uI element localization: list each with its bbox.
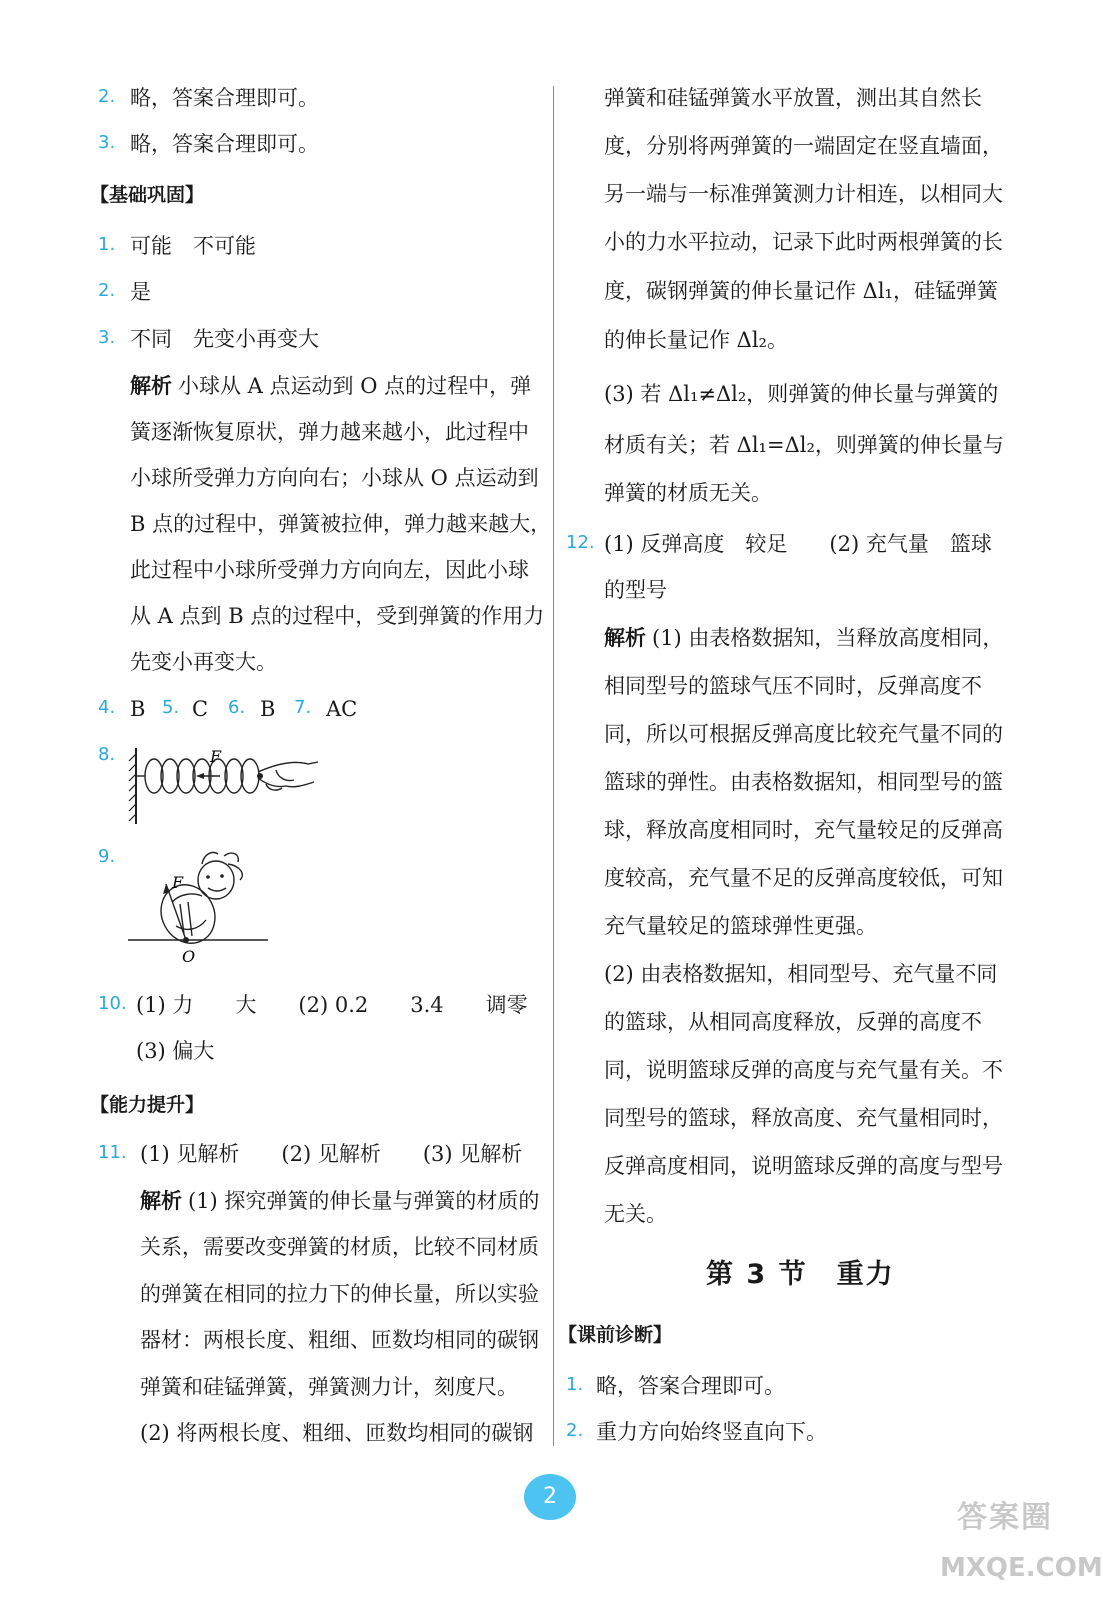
analysis-line: 同，所以可根据反弹高度比较充气量不同的 [604, 722, 1003, 746]
item-number: 3. [98, 327, 116, 348]
item-number: 8. [98, 744, 116, 765]
answer-text: C [192, 697, 209, 721]
item-number: 5. [162, 697, 180, 718]
analysis-line: 相同型号的篮球气压不同时，反弹高度不 [604, 674, 982, 698]
analysis-line: 无关。 [604, 1202, 667, 1226]
analysis-line: 度较高，充气量不足的反弹高度较低，可知 [604, 866, 1003, 890]
analysis-line: 小球从 A 点运动到 O 点的过程中，弹 [178, 374, 532, 398]
analysis-line: (1) 由表格数据知，当释放高度相同， [652, 626, 1004, 650]
answer-text: AC [326, 697, 358, 721]
analysis-line: 另一端与一标准弹簧测力计相连，以相同大 [604, 182, 1003, 206]
column-divider [553, 86, 554, 1446]
item-number: 10. [98, 993, 127, 1014]
analysis-line: 同，说明篮球反弹的高度与充气量有关。不 [604, 1058, 1003, 1082]
analysis-line: (3) 若 Δl₁≠Δl₂，则弹簧的伸长量与弹簧的 [604, 382, 999, 406]
answer-text: 是 [130, 280, 151, 304]
tumbler-figure [128, 844, 270, 966]
analysis-line: 从 A 点到 B 点的过程中，受到弹簧的作用力 [130, 604, 545, 628]
item-number: 3. [98, 132, 116, 153]
answer-text: 略，答案合理即可。 [130, 86, 319, 110]
analysis-line: 的弹簧在相同的拉力下的伸长量，所以实验 [140, 1282, 539, 1306]
item-number: 2. [98, 280, 116, 301]
analysis-line: 度，碳钢弹簧的伸长量记作 Δl₁，硅锰弹簧 [604, 279, 998, 303]
item-number: 1. [98, 234, 116, 255]
watermark-top: 答案圈 [957, 1500, 1053, 1535]
answer-text: 可能 不可能 [130, 234, 256, 258]
answer-text: 的型号 [604, 578, 667, 602]
section-heading-pre: 【课前诊断】 [558, 1324, 673, 1346]
analysis-label: 解析 [140, 1188, 182, 1213]
watermark-url: MXQE.COM [940, 1553, 1103, 1583]
answer-text: B [130, 697, 146, 721]
analysis-line: 小的力水平拉动，记录下此时两根弹簧的长 [604, 230, 1003, 254]
analysis-line: 篮球的弹性。由表格数据知，相同型号的篮 [604, 770, 1003, 794]
spring-figure [126, 742, 326, 826]
analysis-line: 球，释放高度相同时，充气量较足的反弹高 [604, 818, 1003, 842]
page-number-badge: 2 [524, 1474, 576, 1520]
analysis-line: 此过程中小球所受弹力方向向左，因此小球 [130, 558, 529, 582]
analysis-line: 簧逐渐恢复原状，弹力越来越小，此过程中 [130, 420, 529, 444]
section-heading-basic: 【基础巩固】 [90, 184, 205, 206]
analysis-line: 的篮球，从相同高度释放，反弹的高度不 [604, 1010, 982, 1034]
answer-text: (3) 偏大 [136, 1039, 215, 1063]
watermark [940, 1488, 1103, 1592]
pivot-label: O [182, 947, 196, 966]
item-number: 9. [98, 846, 116, 867]
force-label: F [172, 873, 184, 892]
item-number: 4. [98, 697, 116, 718]
analysis-line: 的伸长量记作 Δl₂。 [604, 328, 788, 352]
analysis-line: (1) 探究弹簧的伸长量与弹簧的材质的 [188, 1189, 540, 1213]
item-number: 2. [98, 86, 116, 107]
analysis-line: 先变小再变大。 [130, 650, 277, 674]
answer-text: (1) 力 大 (2) 0.2 3.4 调零 [136, 993, 528, 1017]
analysis-line: 同型号的篮球，释放高度、充气量相同时， [604, 1106, 1003, 1130]
force-label: F [210, 747, 222, 766]
analysis-line: 关系，需要改变弹簧的材质，比较不同材质 [140, 1235, 539, 1259]
analysis-line: 度，分别将两弹簧的一端固定在竖直墙面， [604, 134, 1003, 158]
analysis-line: 弹簧和硅锰弹簧水平放置，测出其自然长 [604, 86, 982, 110]
answer-text: B [260, 697, 276, 721]
item-number: 1. [566, 1374, 584, 1395]
item-number: 2. [566, 1420, 584, 1441]
section-heading-ability: 【能力提升】 [90, 1094, 205, 1116]
analysis-line: (2) 将两根长度、粗细、匝数均相同的碳钢 [140, 1421, 534, 1445]
analysis-line: 反弹高度相同，说明篮球反弹的高度与型号 [604, 1154, 1003, 1178]
analysis-line: 小球所受弹力方向向右；小球从 O 点运动到 [130, 466, 539, 490]
answer-text: (1) 见解析 (2) 见解析 (3) 见解析 [140, 1142, 523, 1166]
analysis-line: 充气量较足的篮球弹性更强。 [604, 914, 877, 938]
item-number: 7. [294, 697, 312, 718]
answer-text: 重力方向始终竖直向下。 [596, 1420, 827, 1444]
analysis-line: 器材：两根长度、粗细、匝数均相同的碳钢 [140, 1328, 539, 1352]
answer-text: (1) 反弹高度 较足 (2) 充气量 篮球 [604, 532, 992, 556]
answer-text: 不同 先变小再变大 [130, 327, 319, 351]
item-number: 12. [566, 532, 595, 553]
analysis-line: 弹簧的材质无关。 [604, 481, 772, 505]
analysis-label: 解析 [130, 373, 172, 398]
item-number: 6. [228, 697, 246, 718]
item-number: 11. [98, 1142, 127, 1163]
chapter-title: 第 3 节 重力 [706, 1259, 895, 1290]
analysis-line: B 点的过程中，弹簧被拉伸，弹力越来越大， [130, 512, 552, 536]
answer-text: 略，答案合理即可。 [130, 132, 319, 156]
analysis-line: 弹簧和硅锰弹簧，弹簧测力计，刻度尺。 [140, 1375, 518, 1399]
answer-text: 略，答案合理即可。 [596, 1374, 785, 1398]
analysis-line: 材质有关；若 Δl₁=Δl₂，则弹簧的伸长量与 [604, 433, 1004, 457]
analysis-label: 解析 [604, 625, 646, 650]
analysis-line: (2) 由表格数据知，相同型号、充气量不同 [604, 962, 998, 986]
